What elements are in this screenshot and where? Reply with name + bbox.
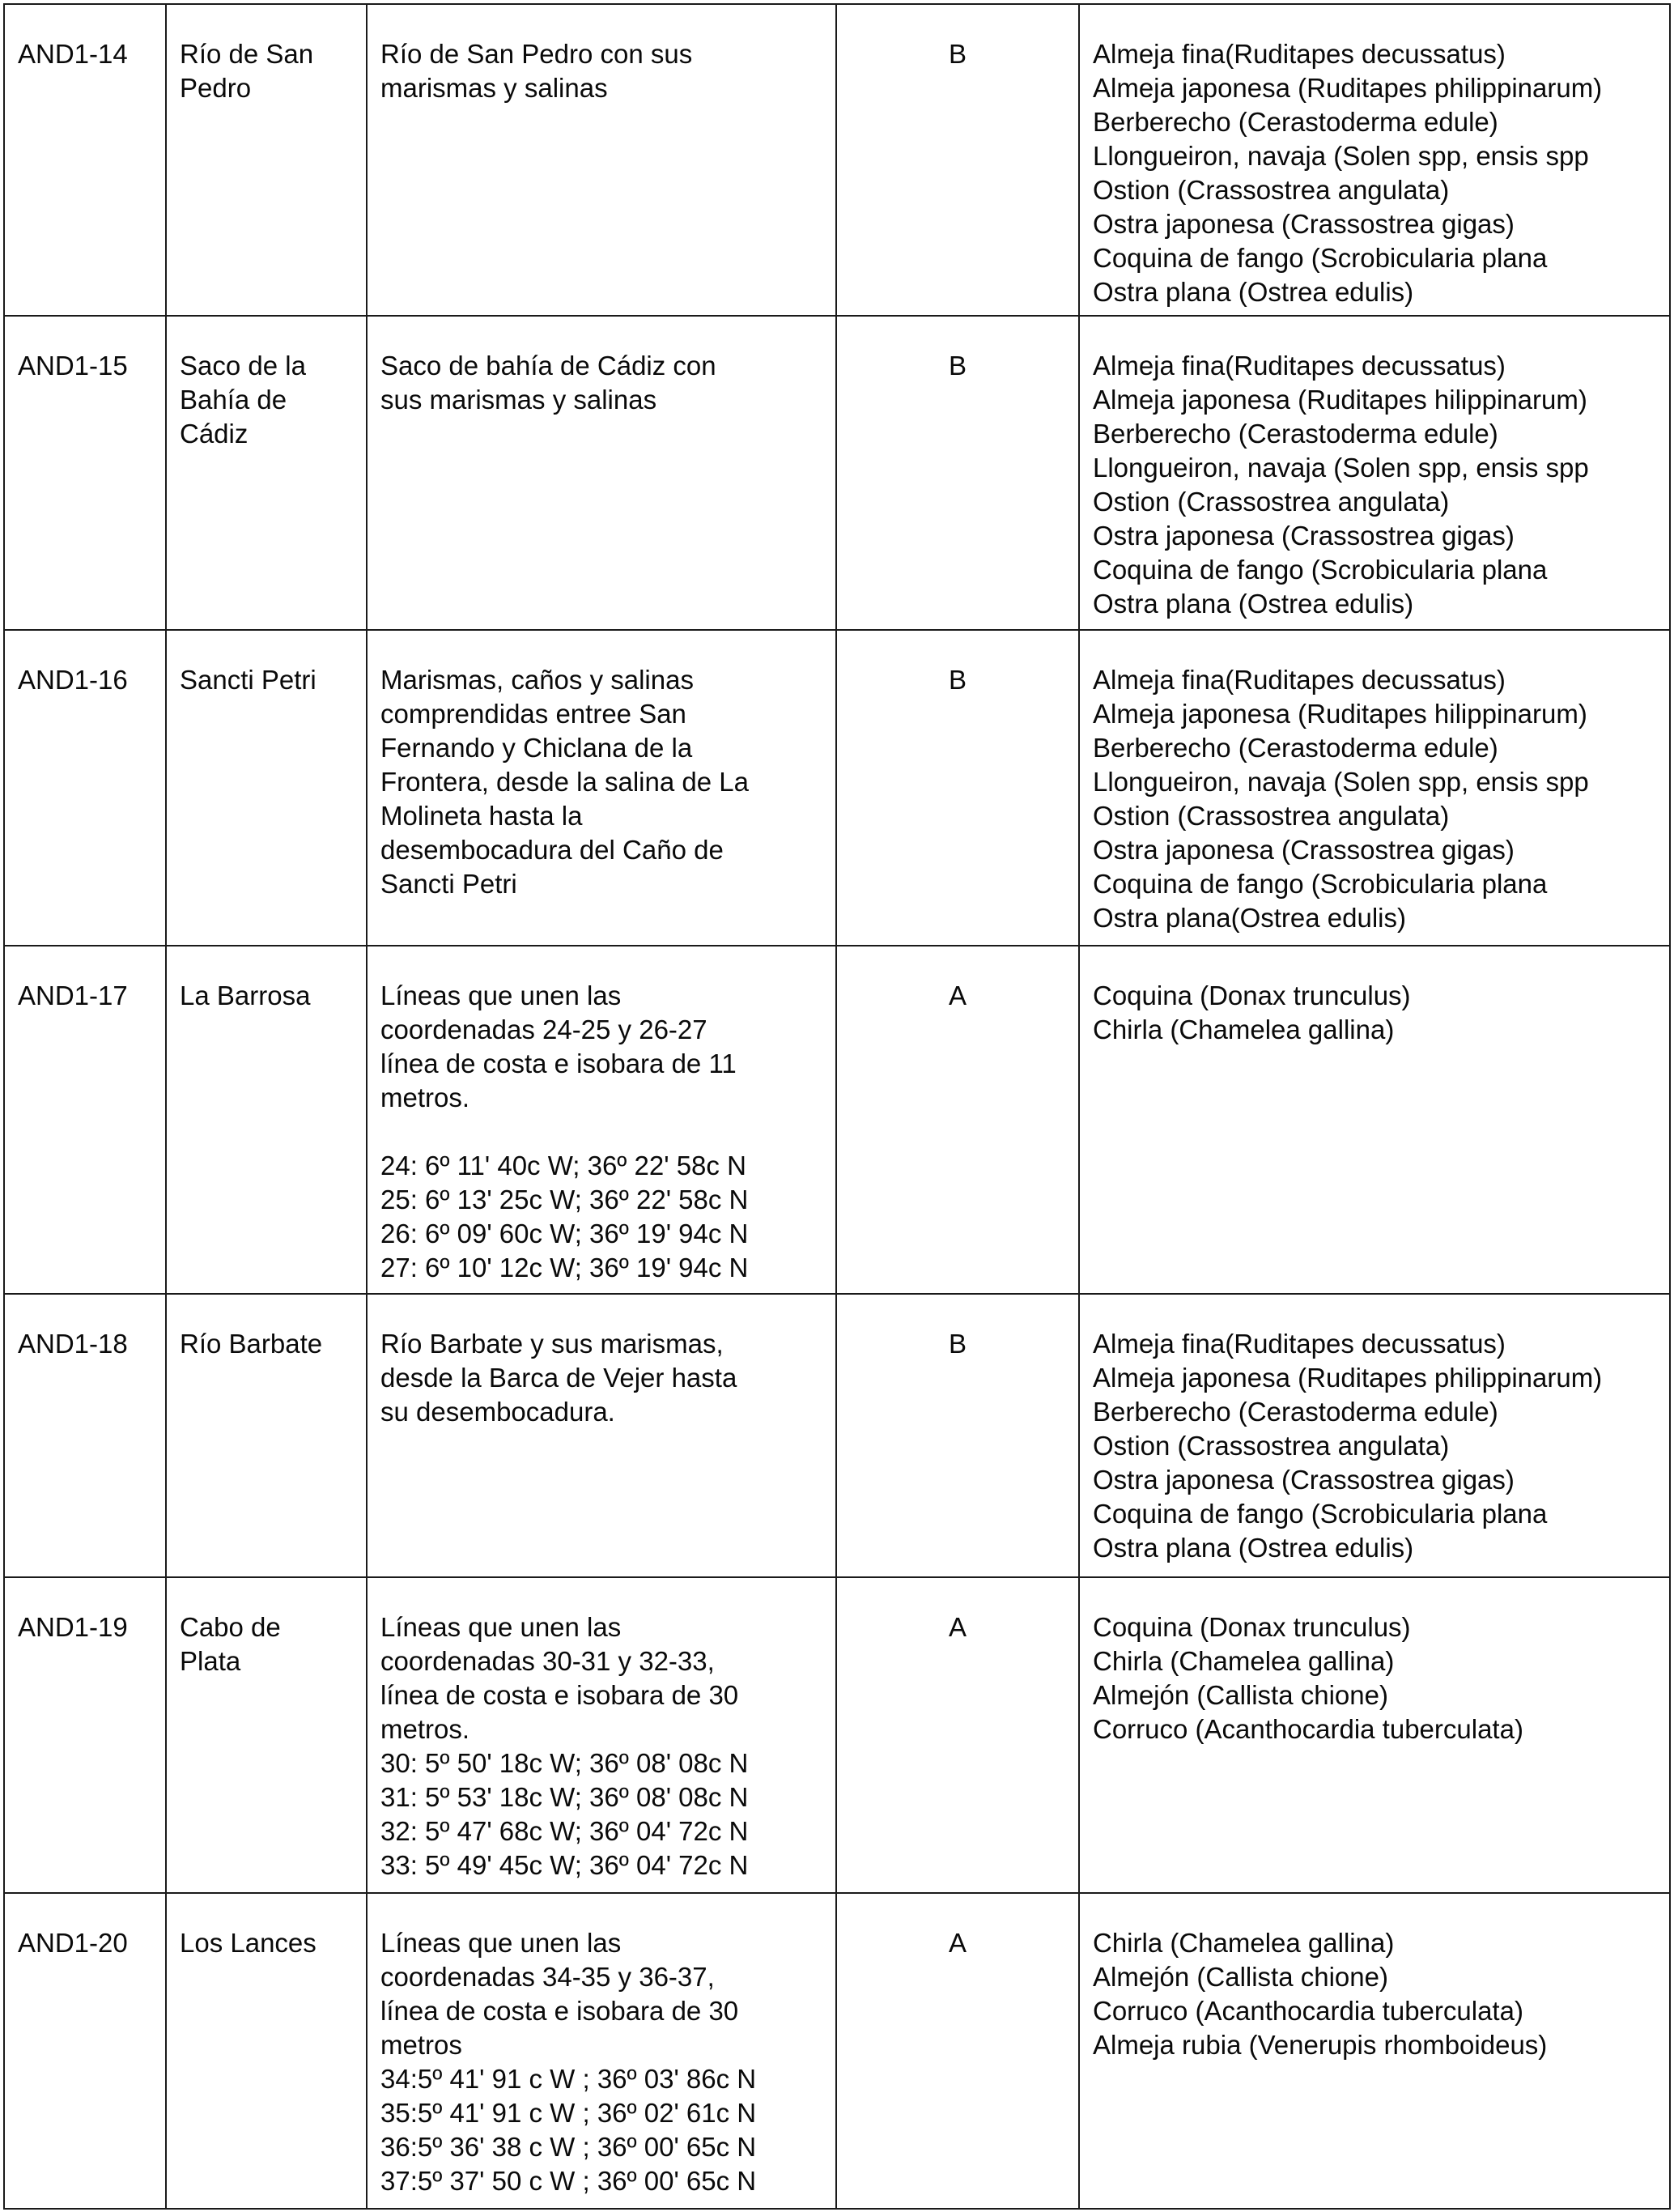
zone-code-cell	[4, 1893, 166, 2209]
zone-name-cell	[166, 630, 367, 946]
zone-description-cell	[367, 946, 836, 1294]
zone-species-cell	[1079, 1893, 1670, 2209]
species-line: Chirla (Chamelea gallina)	[1093, 1928, 1395, 1958]
species-line: Coquina de fango (Scrobicularia plana	[1093, 1499, 1548, 1529]
zone-grade: B	[948, 351, 967, 381]
species-line: Berberecho (Cerastoderma edule)	[1093, 107, 1498, 137]
description-line: Sancti Petri	[380, 869, 517, 899]
species-line: Llongueiron, navaja (Solen spp, ensis spp	[1093, 767, 1589, 797]
coordinate-line: 32: 5º 47' 68c W; 36º 04' 72c N	[380, 1816, 749, 1846]
zone-name-line: Bahía de	[180, 385, 287, 415]
description-line: Marismas, caños y salinas	[380, 665, 694, 695]
description-line: Molineta hasta la	[380, 801, 583, 831]
species-line: Ostra plana(Ostrea edulis)	[1093, 903, 1406, 933]
description-line: sus marismas y salinas	[380, 385, 657, 415]
zone-description-cell	[367, 4, 836, 316]
species-line: Ostra japonesa (Crassostrea gigas)	[1093, 521, 1515, 551]
zone-grade-cell	[836, 946, 1079, 1294]
description-line: Líneas que unen las	[380, 1928, 622, 1958]
species-line: Coquina (Donax trunculus)	[1093, 1612, 1411, 1642]
zone-code-cell	[4, 1294, 166, 1577]
species-line: Almejón (Callista chione)	[1093, 1962, 1388, 1992]
table-row	[4, 630, 1670, 946]
description-line: línea de costa e isobara de 30	[380, 1680, 739, 1710]
zone-description-cell	[367, 1294, 836, 1577]
species-line: Ostra japonesa (Crassostrea gigas)	[1093, 1465, 1515, 1495]
zone-name-line: Saco de la	[180, 351, 306, 381]
zone-description-cell	[367, 630, 836, 946]
zone-name-line: Sancti Petri	[180, 665, 317, 695]
table-body	[4, 4, 1670, 2209]
zone-code: AND1-20	[18, 1928, 128, 1958]
zone-description-cell	[367, 1577, 836, 1893]
zone-grade: B	[948, 39, 967, 69]
zone-code: AND1-16	[18, 665, 128, 695]
zone-description-cell	[367, 316, 836, 630]
description-line: Líneas que unen las	[380, 981, 622, 1010]
species-line: Berberecho (Cerastoderma edule)	[1093, 1397, 1498, 1427]
species-line: Almejón (Callista chione)	[1093, 1680, 1388, 1710]
zone-code: AND1-14	[18, 39, 128, 69]
description-line: su desembocadura.	[380, 1397, 615, 1427]
species-line: Ostion (Crassostrea angulata)	[1093, 1431, 1450, 1461]
zone-grade-cell	[836, 4, 1079, 316]
description-line: Río de San Pedro con sus	[380, 39, 693, 69]
species-line: Ostion (Crassostrea angulata)	[1093, 487, 1450, 517]
description-line: Saco de bahía de Cádiz con	[380, 351, 716, 381]
description-line: coordenadas 34-35 y 36-37,	[380, 1962, 715, 1992]
zone-grade-cell	[836, 1893, 1079, 2209]
description-line: marismas y salinas	[380, 73, 608, 103]
table-row	[4, 1577, 1670, 1893]
species-line: Corruco (Acanthocardia tuberculata)	[1093, 1996, 1523, 2026]
coordinate-line: 33: 5º 49' 45c W; 36º 04' 72c N	[380, 1850, 749, 1880]
zone-code-cell	[4, 630, 166, 946]
species-line: Almeja fina(Ruditapes decussatus)	[1093, 665, 1506, 695]
description-line: Fernando y Chiclana de la	[380, 733, 693, 763]
zone-grade: B	[948, 1329, 967, 1359]
zone-grade-cell	[836, 316, 1079, 630]
species-line: Coquina de fango (Scrobicularia plana	[1093, 243, 1548, 273]
description-line: comprendidas entree San	[380, 699, 686, 729]
species-line: Almeja japonesa (Ruditapes hilippinarum)	[1093, 699, 1587, 729]
table-row	[4, 316, 1670, 630]
species-line: Almeja japonesa (Ruditapes hilippinarum)	[1093, 385, 1587, 415]
species-line: Ostra plana (Ostrea edulis)	[1093, 1533, 1414, 1563]
coordinate-line: 30: 5º 50' 18c W; 36º 08' 08c N	[380, 1748, 749, 1778]
description-line: coordenadas 30-31 y 32-33,	[380, 1646, 715, 1676]
species-line: Almeja fina(Ruditapes decussatus)	[1093, 351, 1506, 381]
coordinate-line: 31: 5º 53' 18c W; 36º 08' 08c N	[380, 1782, 749, 1812]
table-row	[4, 1294, 1670, 1577]
zone-name-line: Río Barbate	[180, 1329, 323, 1359]
zone-name-cell	[166, 1893, 367, 2209]
zone-code-cell	[4, 4, 166, 316]
species-line: Almeja japonesa (Ruditapes philippinarum)	[1093, 1363, 1603, 1393]
species-line: Almeja rubia (Venerupis rhomboideus)	[1093, 2030, 1548, 2060]
zone-name-line: Cádiz	[180, 419, 249, 449]
species-line: Corruco (Acanthocardia tuberculata)	[1093, 1714, 1523, 1744]
species-line: Coquina de fango (Scrobicularia plana	[1093, 869, 1548, 899]
coordinate-line: 34:5º 41' 91 c W ; 36º 03' 86c N	[380, 2064, 757, 2094]
species-line: Llongueiron, navaja (Solen spp, ensis spp	[1093, 141, 1589, 171]
zone-code: AND1-15	[18, 351, 128, 381]
species-line: Chirla (Chamelea gallina)	[1093, 1015, 1395, 1044]
species-line: Ostion (Crassostrea angulata)	[1093, 175, 1450, 205]
description-line: desde la Barca de Vejer hasta	[380, 1363, 737, 1393]
species-line: Almeja fina(Ruditapes decussatus)	[1093, 1329, 1506, 1359]
species-line: Berberecho (Cerastoderma edule)	[1093, 419, 1498, 449]
zone-species-cell	[1079, 4, 1670, 316]
species-line: Ostra plana (Ostrea edulis)	[1093, 589, 1414, 619]
coordinate-line: 26: 6º 09' 60c W; 36º 19' 94c N	[380, 1219, 749, 1249]
zone-code: AND1-18	[18, 1329, 128, 1359]
coordinate-line: 24: 6º 11' 40c W; 36º 22' 58c N	[380, 1151, 746, 1180]
species-line: Ostra plana (Ostrea edulis)	[1093, 277, 1414, 307]
species-line: Coquina de fango (Scrobicularia plana	[1093, 555, 1548, 585]
coordinate-line: 27: 6º 10' 12c W; 36º 19' 94c N	[380, 1253, 749, 1283]
species-line: Chirla (Chamelea gallina)	[1093, 1646, 1395, 1676]
coordinate-line: 35:5º 41' 91 c W ; 36º 02' 61c N	[380, 2098, 757, 2128]
zone-species-cell	[1079, 316, 1670, 630]
zone-grade-cell	[836, 630, 1079, 946]
table-row	[4, 946, 1670, 1294]
description-line: línea de costa e isobara de 11	[380, 1049, 737, 1078]
zone-name-line: Los Lances	[180, 1928, 317, 1958]
zone-code: AND1-17	[18, 981, 128, 1010]
species-line: Coquina (Donax trunculus)	[1093, 981, 1411, 1010]
species-line: Ostra japonesa (Crassostrea gigas)	[1093, 835, 1515, 865]
table-row	[4, 4, 1670, 316]
zone-name-line: Cabo de	[180, 1612, 281, 1642]
species-line: Almeja fina(Ruditapes decussatus)	[1093, 39, 1506, 69]
zone-grade: B	[948, 665, 967, 695]
description-line: línea de costa e isobara de 30	[380, 1996, 739, 2026]
species-line: Almeja japonesa (Ruditapes philippinarum)	[1093, 73, 1603, 103]
zone-name-cell	[166, 1577, 367, 1893]
paragraph-gap	[380, 1115, 822, 1149]
coordinate-line: 36:5º 36' 38 c W ; 36º 00' 65c N	[380, 2132, 757, 2162]
zone-grade-cell	[836, 1294, 1079, 1577]
coordinate-line: 37:5º 37' 50 c W ; 36º 00' 65c N	[380, 2166, 757, 2196]
description-line: metros	[380, 2030, 462, 2060]
species-line: Ostra japonesa (Crassostrea gigas)	[1093, 209, 1515, 239]
zone-description-cell	[367, 1893, 836, 2209]
coordinate-line: 25: 6º 13' 25c W; 36º 22' 58c N	[380, 1185, 749, 1214]
zone-code-cell	[4, 316, 166, 630]
zone-species-cell	[1079, 630, 1670, 946]
description-line: Líneas que unen las	[380, 1612, 622, 1642]
description-line: metros.	[380, 1083, 470, 1112]
zone-name-line: Pedro	[180, 73, 252, 103]
table-row	[4, 1893, 1670, 2209]
description-line: coordenadas 24-25 y 26-27	[380, 1015, 707, 1044]
zone-grade: A	[948, 1928, 967, 1958]
zone-code-cell	[4, 946, 166, 1294]
zone-name-cell	[166, 4, 367, 316]
zone-name-cell	[166, 316, 367, 630]
zone-name-line: La Barrosa	[180, 981, 311, 1010]
zone-species-cell	[1079, 1577, 1670, 1893]
description-line: metros.	[380, 1714, 470, 1744]
zone-grade: A	[948, 1612, 967, 1642]
species-line: Llongueiron, navaja (Solen spp, ensis spp	[1093, 453, 1589, 483]
species-line: Ostion (Crassostrea angulata)	[1093, 801, 1450, 831]
zone-grade-cell	[836, 1577, 1079, 1893]
zone-name-line: Plata	[180, 1646, 241, 1676]
zone-code-cell	[4, 1577, 166, 1893]
production-zones-table	[3, 3, 1671, 2210]
description-line: Frontera, desde la salina de La	[380, 767, 749, 797]
zone-code: AND1-19	[18, 1612, 128, 1642]
species-line: Berberecho (Cerastoderma edule)	[1093, 733, 1498, 763]
zone-species-cell	[1079, 1294, 1670, 1577]
description-line: Río Barbate y sus marismas,	[380, 1329, 724, 1359]
zone-name-line: Río de San	[180, 39, 314, 69]
zone-species-cell	[1079, 946, 1670, 1294]
description-line: desembocadura del Caño de	[380, 835, 724, 865]
zone-name-cell	[166, 946, 367, 1294]
zone-name-cell	[166, 1294, 367, 1577]
zone-grade: A	[948, 981, 967, 1010]
